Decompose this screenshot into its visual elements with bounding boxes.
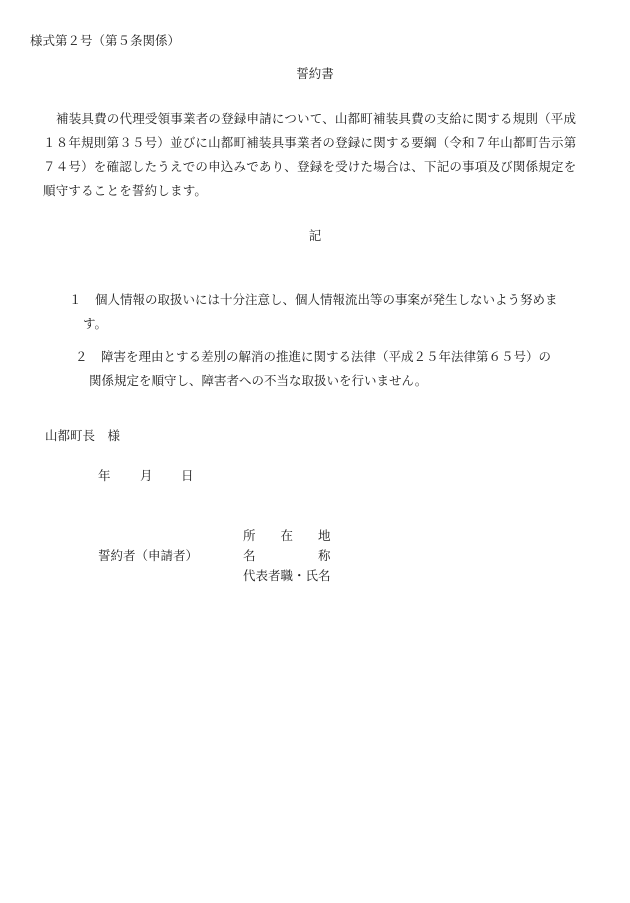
address-field-label: 所 在 地	[243, 528, 331, 543]
date-year: 年	[98, 468, 111, 483]
list-item	[75, 345, 559, 393]
form-number: 様式第２号（第５条関係）	[30, 33, 181, 48]
representative-field-label: 代表者職・氏名	[243, 568, 331, 583]
item-number: １	[69, 292, 82, 307]
ki-heading: 記	[308, 228, 322, 243]
pledge-paragraph: 補装具費の代理受領事業者の登録申請について、山都町補装具費の支給に関する規則（平成１８年規則第３５号）並びに山都町補装具事業者の登録に関する要綱（令和７年山都町告示第７４号）を確認したうえでの申込みであり、登録を受けた場合は、下記の事項及び関係規定を順守することを誓約します。	[43, 111, 577, 198]
item-text: 障害を理由とする差別の解消の推進に関する法律（平成２５年法律第６５号）の関係規定を順守し、障害者への不当な取扱いを行いません。	[89, 349, 552, 388]
list-item	[69, 288, 563, 336]
date-line	[98, 470, 194, 483]
item-text: 個人情報の取扱いには十分注意し、個人情報流出等の事案が発生しないよう努めます。	[83, 292, 558, 331]
document-title: 誓約書	[296, 66, 334, 81]
date-month: 月	[140, 468, 153, 483]
date-day: 日	[181, 468, 194, 483]
addressee: 山都町長 様	[45, 428, 121, 443]
item-number: ２	[75, 349, 88, 364]
name-field-label: 名 称	[243, 548, 331, 563]
pledger-label: 誓約者（申請者）	[98, 548, 199, 563]
